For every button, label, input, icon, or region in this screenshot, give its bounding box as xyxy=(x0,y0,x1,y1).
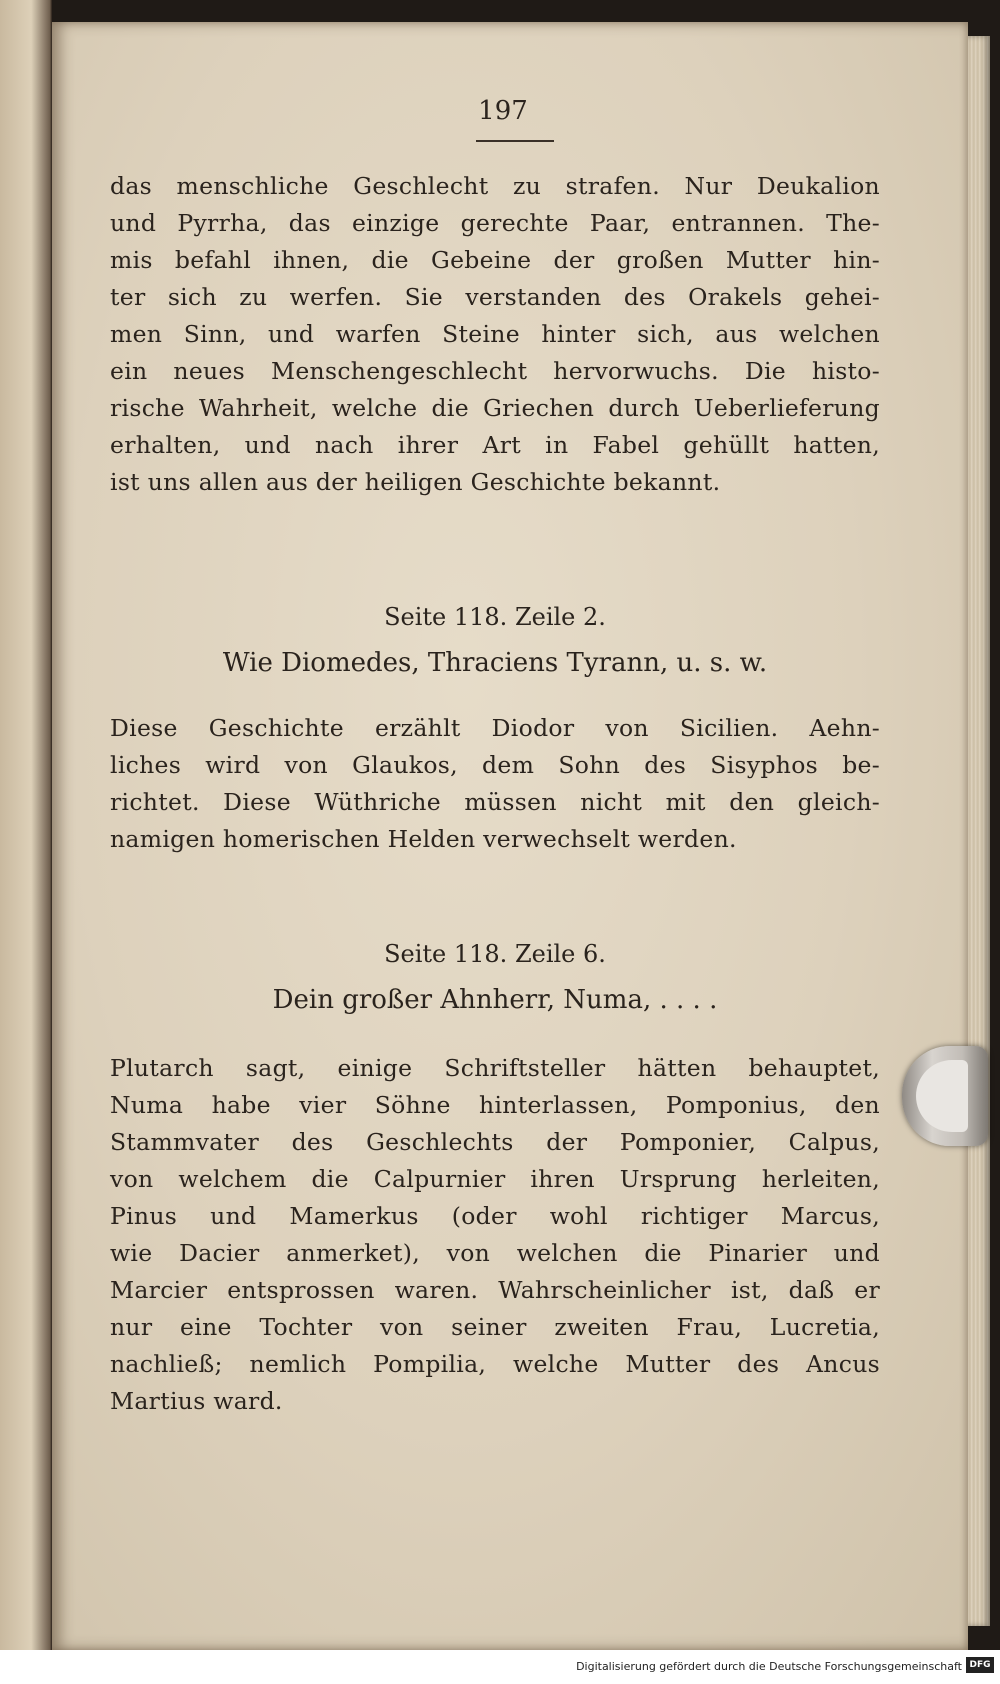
section-heading: Seite 118. Zeile 6. xyxy=(384,940,606,968)
header-rule xyxy=(476,140,554,142)
text-line: ist uns allen aus der heiligen Geschichte bekannt. xyxy=(110,468,721,496)
page-number: 197 xyxy=(478,96,528,126)
text-line: und Pyrrha, das einzige gerechte Paar, entrannen. The- xyxy=(110,209,880,237)
paragraph-deukalion xyxy=(110,168,880,501)
text-line: von welchem die Calpurnier ihren Ursprung herleiten, xyxy=(110,1165,880,1193)
text-line: nur eine Tochter von seiner zweiten Frau, Lucretia, xyxy=(110,1313,880,1341)
page-clip xyxy=(902,1046,988,1146)
text-line: ter sich zu werfen. Sie verstanden des Orakels gehei- xyxy=(110,283,880,311)
text-line: Diese Geschichte erzählt Diodor von Sicilien. Aehn- xyxy=(110,714,880,742)
text-line: liches wird von Glaukos, dem Sohn des Sisyphos be- xyxy=(110,751,880,779)
text-line: Pinus und Mamerkus (oder wohl richtiger Marcus, xyxy=(110,1202,880,1230)
text-line: wie Dacier anmerket), von welchen die Pinarier und xyxy=(110,1239,880,1267)
text-line: mis befahl ihnen, die Gebeine der großen Mutter hin- xyxy=(110,246,880,274)
text-line: Martius ward. xyxy=(110,1387,283,1415)
text-line: richtet. Diese Wüthriche müssen nicht mit den gleich- xyxy=(110,788,880,816)
paragraph-diomedes xyxy=(110,710,880,858)
text-line: Plutarch sagt, einige Schriftsteller hätten behauptet, xyxy=(110,1054,880,1082)
text-line: das menschliche Geschlecht zu strafen. Nur Deukalion xyxy=(110,172,880,200)
text-line: Marcier entsprossen waren. Wahrscheinlicher ist, daß er xyxy=(110,1276,880,1304)
section-quote: Dein großer Ahnherr, Numa, . . . . xyxy=(272,985,718,1015)
digitization-credit: Digitalisierung gefördert durch die Deutsche Forschungsgemeinschaft xyxy=(576,1660,962,1673)
text-line: ein neues Menschengeschlecht hervorwuchs. Die histo- xyxy=(110,357,880,385)
text-line: Stammvater des Geschlechts der Pomponier, Calpus, xyxy=(110,1128,880,1156)
left-page-edge xyxy=(0,0,52,1660)
text-line: Numa habe vier Söhne hinterlassen, Pomponius, den xyxy=(110,1091,880,1119)
page-clip-inner xyxy=(916,1060,968,1132)
text-line: rische Wahrheit, welche die Griechen durch Ueberlieferung xyxy=(110,394,880,422)
paragraph-numa xyxy=(110,1050,880,1420)
text-line: men Sinn, und warfen Steine hinter sich, aus welchen xyxy=(110,320,880,348)
text-line: namigen homerischen Helden verwechselt werden. xyxy=(110,825,737,853)
text-line: erhalten, und nach ihrer Art in Fabel gehüllt hatten, xyxy=(110,431,880,459)
section-heading: Seite 118. Zeile 2. xyxy=(384,603,606,631)
section-quote: Wie Diomedes, Thraciens Tyrann, u. s. w. xyxy=(222,648,768,678)
dfg-logo: DFG xyxy=(966,1657,994,1673)
page-fore-edge xyxy=(968,36,990,1626)
text-line: nachließ; nemlich Pompilia, welche Mutter des Ancus xyxy=(110,1350,880,1378)
